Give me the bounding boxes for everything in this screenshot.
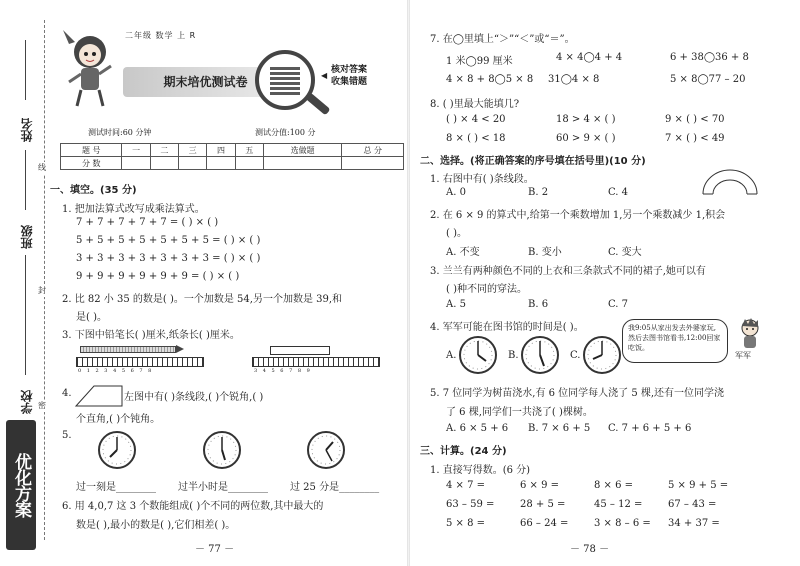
qr-code-icon (270, 65, 300, 95)
score-cell: 四 (207, 144, 235, 157)
q8-r1-c[interactable]: 9 × ( ) < 70 (665, 114, 725, 125)
score-cell: 选做题 (263, 144, 342, 157)
q7-r1-c[interactable]: 6 + 38◯36 + 8 (670, 52, 749, 63)
c1-opt-c[interactable]: C. 4 (608, 187, 629, 198)
school-label: 学校 (20, 390, 34, 414)
q8-r2-b[interactable]: 60 > 9 × ( ) (556, 133, 616, 144)
q8-r2-c[interactable]: 7 × ( ) < 49 (665, 133, 725, 144)
calc-item[interactable]: 3 × 8 – 6 = (594, 518, 651, 529)
ruler-left (76, 357, 204, 367)
calc-item[interactable]: 34 + 37 = (668, 518, 720, 529)
section-3-title: 三、计算。(24 分) (420, 446, 507, 457)
score-table (60, 143, 404, 170)
calc-item[interactable]: 45 – 12 = (594, 499, 643, 510)
score-cell: 题 号 (61, 144, 122, 157)
score-row-label: 分 数 (61, 157, 122, 170)
page-gutter (407, 0, 410, 566)
answer-tag-line2: 收集错题 (331, 77, 368, 87)
calc-item[interactable]: 28 + 5 = (520, 499, 566, 510)
clock-icon (458, 335, 498, 375)
page-number-left: － 77 － (195, 544, 235, 555)
score-input[interactable] (342, 157, 404, 170)
name-label: 姓名 (20, 118, 34, 142)
school-line (25, 255, 26, 375)
calc-item[interactable]: 5 × 9 + 5 = (668, 480, 729, 491)
page-number-right: － 78 － (570, 544, 610, 555)
q7-r1-b[interactable]: 4 × 4◯4 + 4 (556, 52, 623, 63)
score-table-row (61, 157, 404, 170)
c5-opt-a[interactable]: A. 6 × 5 + 6 (446, 423, 509, 434)
c3-b[interactable]: ( )种不同的穿法。 (446, 284, 527, 295)
ruler-left-numbers: 0 1 2 3 4 5 6 7 8 (78, 368, 154, 374)
q5-label-2[interactable]: 过半小时是________ (178, 482, 268, 493)
test-time: 测试时间:60 分钟 (88, 128, 152, 137)
c1-opt-b[interactable]: B. 2 (528, 187, 549, 198)
grade-line: 二年级 数学 上 R (125, 31, 197, 40)
exam-title: 期末培优测试卷 (123, 67, 288, 97)
pencil-tip-icon (176, 345, 184, 353)
calc-title: 1. 直接写得数。(6 分) (430, 465, 531, 476)
section-2-title: 二、选择。(将正确答案的序号填在括号里)(10 分) (420, 156, 646, 167)
c5-b[interactable]: 了 6 棵,同学们一共浇了( )棵树。 (446, 407, 593, 418)
calc-item[interactable]: 5 × 8 = (446, 518, 486, 529)
c5-a[interactable]: 5. 7 位同学为树苗浇水,有 6 位同学每人浇了 5 棵,还有一位同学浇 (430, 388, 725, 399)
c2-opt-c[interactable]: C. 变大 (608, 247, 642, 258)
q1-a[interactable]: 7 + 7 + 7 + 7 + 7 = ( ) × ( ) (76, 217, 219, 228)
test-score: 测试分值:100 分 (255, 128, 316, 137)
c3-opt-b[interactable]: B. 6 (528, 299, 549, 310)
q7-r2-c[interactable]: 5 × 8◯77 – 20 (670, 74, 746, 85)
c4-text[interactable]: 4. 军军可能在图书馆的时间是( )。 (430, 322, 584, 333)
c2-a[interactable]: 2. 在 6 × 9 的算式中,给第一个乘数增加 1,另一个乘数减少 1,积会 (430, 210, 726, 221)
ruler-right-numbers: 3 4 5 6 7 8 9 (254, 368, 312, 374)
q5-label-1[interactable]: 过一刻是________ (76, 482, 156, 493)
clock-icon (202, 430, 242, 470)
clock-icon (582, 335, 622, 375)
score-cell: 二 (150, 144, 178, 157)
score-input[interactable] (235, 157, 263, 170)
name-line (25, 40, 26, 100)
trapezoid-figure-icon (74, 384, 124, 408)
cut-line (44, 20, 45, 540)
cut-mark-line: 线 (38, 163, 46, 172)
q1-text: 1. 把加法算式改写成乘法算式。 (62, 204, 205, 215)
score-table-header (61, 144, 404, 157)
class-line (25, 150, 26, 210)
c4-opt-c[interactable]: C. (570, 350, 581, 361)
clock-icon (520, 335, 560, 375)
pencil-icon (80, 346, 176, 353)
c3-opt-a[interactable]: A. 5 (446, 299, 466, 310)
score-cell: 三 (179, 144, 207, 157)
q3-text[interactable]: 3. 下图中铅笔长( )厘米,纸条长( )厘米。 (62, 330, 240, 341)
q7-r2-a[interactable]: 4 × 8 + 8◯5 × 8 (446, 74, 534, 85)
c5-opt-b[interactable]: B. 7 × 6 + 5 (528, 423, 591, 434)
calc-item[interactable]: 8 × 6 = (594, 480, 634, 491)
speech-bubble: 我9:05从家出发去外婆家玩,然后去图书馆看书,12:00回家吃饭。 (622, 319, 728, 363)
calc-item[interactable]: 6 × 9 = (520, 480, 560, 491)
q8-r1-a[interactable]: ( ) × 4 < 20 (446, 114, 506, 125)
q4-a[interactable]: 左图中有( )条线段,( )个锐角,( ) (124, 392, 264, 403)
score-input[interactable] (207, 157, 235, 170)
q5-number: 5. (62, 430, 72, 441)
calc-item[interactable]: 63 – 59 = (446, 499, 495, 510)
section-1-title: 一、填空。(35 分) (50, 185, 137, 196)
cut-mark-secret: 密 (38, 401, 46, 410)
score-cell: 一 (122, 144, 150, 157)
score-cell: 五 (235, 144, 263, 157)
c4-opt-b[interactable]: B. (508, 350, 519, 361)
ruler-right (252, 357, 380, 367)
q2-b[interactable]: 是( )。 (76, 312, 107, 323)
q8-r2-a[interactable]: 8 × ( ) < 18 (446, 133, 506, 144)
cut-mark-seal: 封 (38, 286, 46, 295)
c2-opt-b[interactable]: B. 变小 (528, 247, 562, 258)
q4-number: 4. (62, 388, 72, 399)
q2-a[interactable]: 2. 比 82 小 35 的数是( )。一个加数是 54,另一个加数是 39,和 (62, 294, 343, 305)
q1-b[interactable]: 5 + 5 + 5 + 5 + 5 + 5 + 5 = ( ) × ( ) (76, 235, 261, 246)
score-input[interactable] (263, 157, 342, 170)
q6-a[interactable]: 6. 用 4,0,7 这 3 个数能组成( )个不同的两位数,其中最大的 (62, 501, 324, 512)
clock-icon (306, 430, 346, 470)
score-input[interactable] (150, 157, 178, 170)
boy-kid-icon (735, 318, 765, 350)
brand-logo: 优化方案 (6, 420, 36, 550)
c2-b[interactable]: ( )。 (446, 228, 467, 239)
kid-name: 军军 (735, 351, 751, 360)
q6-b[interactable]: 数是( ),最小的数是( ),它们相差( )。 (76, 520, 236, 531)
exam-header (55, 22, 410, 117)
c1-opt-a[interactable]: A. 0 (446, 187, 466, 198)
calc-item[interactable]: 67 – 43 = (668, 499, 717, 510)
c3-a[interactable]: 3. 兰兰有两种颜色不同的上衣和三条款式不同的裙子,她可以有 (430, 266, 706, 277)
q1-d[interactable]: 9 + 9 + 9 + 9 + 9 + 9 = ( ) × ( ) (76, 271, 240, 282)
score-input[interactable] (179, 157, 207, 170)
qr-magnifier[interactable] (255, 50, 315, 110)
class-label: 班级 (20, 225, 34, 249)
q5-label-3[interactable]: 过 25 分是________ (290, 482, 380, 493)
girl-mascot-icon (55, 22, 125, 112)
c5-opt-c[interactable]: C. 7 + 6 + 5 + 6 (608, 423, 692, 434)
magnifier-handle-icon (305, 93, 330, 116)
c3-opt-c[interactable]: C. 7 (608, 299, 629, 310)
q8-r1-b[interactable]: 18 > 4 × ( ) (556, 114, 616, 125)
answer-tag (331, 64, 367, 88)
q7-r2-b[interactable]: 31◯4 × 8 (548, 74, 600, 85)
score-input[interactable] (122, 157, 150, 170)
q8-title: 8. ( )里最大能填几? (430, 99, 520, 110)
calc-item[interactable]: 4 × 7 = (446, 480, 486, 491)
q4-b[interactable]: 个直角,( )个钝角。 (76, 414, 161, 425)
calc-item[interactable]: 66 – 24 = (520, 518, 569, 529)
binding-strip (0, 0, 62, 566)
q1-c[interactable]: 3 + 3 + 3 + 3 + 3 + 3 + 3 = ( ) × ( ) (76, 253, 261, 264)
c2-opt-a[interactable]: A. 不变 (446, 247, 480, 258)
paper-strip-icon (270, 346, 330, 355)
arc-figure-icon (700, 166, 760, 196)
c1-text[interactable]: 1. 右图中有( )条线段。 (430, 174, 534, 185)
answer-tag-line1: ◀ 核对答案 (331, 65, 368, 75)
q7-title: 7. 在◯里填上“＞”“＜”或“＝”。 (430, 34, 575, 45)
score-cell: 总 分 (342, 144, 404, 157)
q7-r1-a[interactable]: 1 米◯99 厘米 (446, 56, 513, 67)
c4-opt-a[interactable]: A. (446, 350, 457, 361)
clock-icon (97, 430, 137, 470)
